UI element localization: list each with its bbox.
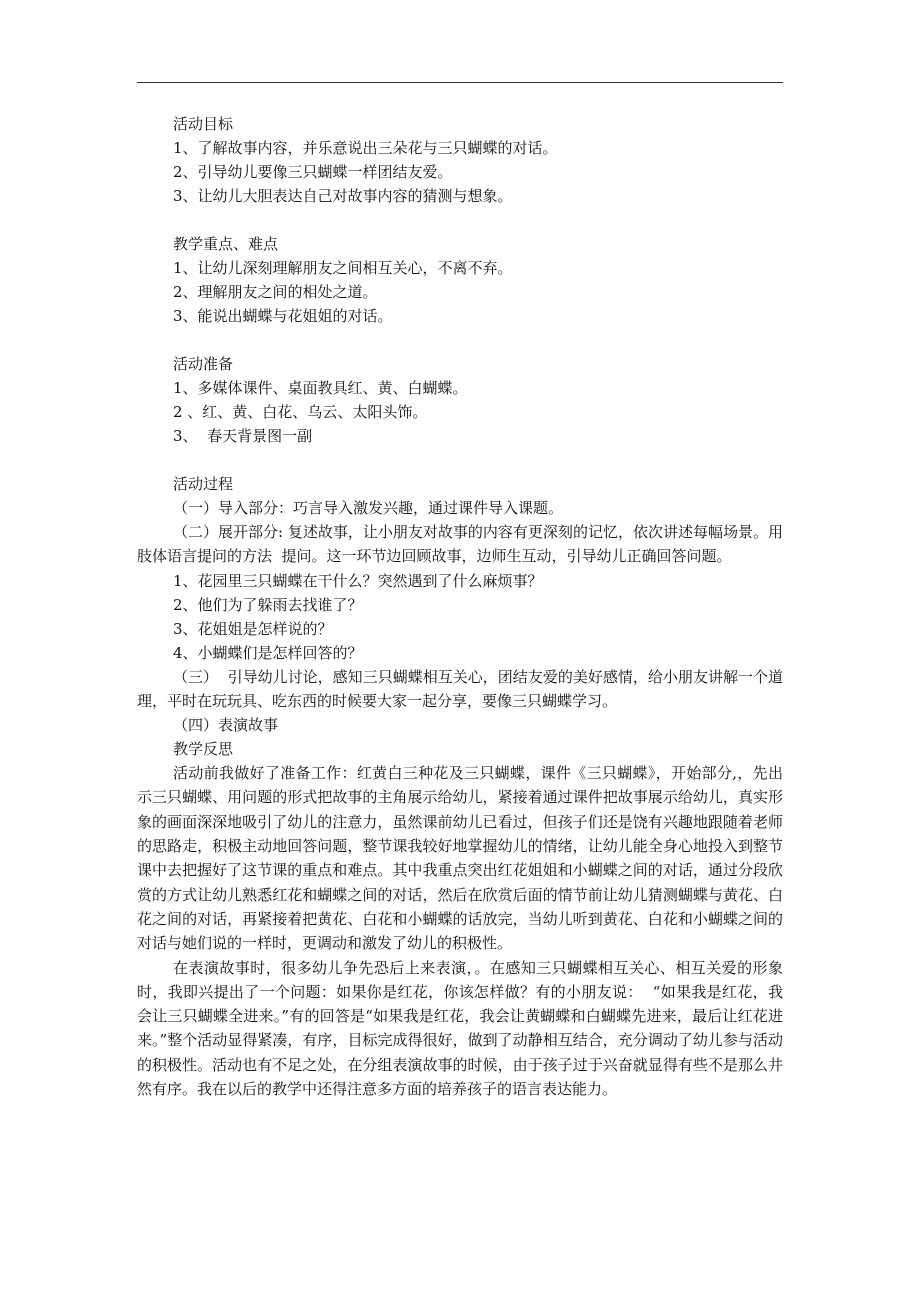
goals-heading: 活动目标 xyxy=(173,115,234,133)
process-step-2: （二）展开部分: 复述故事，让小朋友对故事的内容有更深刻的记忆，依次讲述每幅场景。用 肢体语言提问的方法 提问。这一环节边回顾故事，边师生互动，引导幼儿正确回答问题。 xyxy=(137,523,793,566)
process-step-1: （一）导入部分：巧言导入激发兴趣，通过课件导入课题。 xyxy=(173,499,564,517)
question-item: 3、花姐姐是怎样说的？ xyxy=(173,619,333,638)
focus-item: 2、理解朋友之间的相处之道。 xyxy=(173,283,378,301)
focus-item: 1、让幼儿深刻理解朋友之间相互关心，不离不弃。 xyxy=(173,259,513,277)
focus-item: 3、能说出蝴蝶与花姐姐的对话。 xyxy=(173,307,393,325)
goal-item: 3、让幼儿大胆表达自己对故事内容的猜测与想象。 xyxy=(173,187,513,205)
process-heading: 活动过程 xyxy=(173,475,234,493)
reflection-paragraph-2: 在表演故事时，很多幼儿争先恐后上来表演，。在感知三只蝴蝶相互关心、相互关爱的形象时，我即兴提出了一个问题：如果你是红花，你该怎样做？有的小朋友说： “如果我是红花，我会让三只蝴蝶全进来。”有的回答是“如果我是红花，我会让黄蝴蝶和白蝴蝶先进来，最后让红花进来。”整个活动显得紧凑，有序，目标完成得很好，做到了动静相互结合，充分调动了幼儿参与活动的积极性。活动也有不足之处，在分组表演故事的时候，由于孩子过于兴奋就显得有些不是那么井然有序。我在以后的教学中还得注意多方面的培养孩子的语言表达能力。 xyxy=(137,958,783,1099)
prep-item: 2 、红、黄、白花、乌云、太阳头饰。 xyxy=(173,403,428,421)
prep-heading: 活动准备 xyxy=(173,355,234,373)
lesson-plan-body xyxy=(137,112,793,1101)
section-spacer xyxy=(137,328,783,352)
section-spacer xyxy=(137,208,783,232)
goal-item: 2、引导幼儿要像三只蝴蝶一样团结友爱。 xyxy=(173,163,453,181)
question-item: 2、他们为了躲雨去找谁了？ xyxy=(173,595,363,614)
reflection-heading: 教学反思 xyxy=(173,740,234,759)
prep-item: 1、多媒体课件、桌面教具红、黄、白蝴蝶。 xyxy=(173,379,468,397)
question-item: 4、小蝴蝶们是怎样回答的？ xyxy=(173,643,363,662)
goal-item: 1、了解故事内容，并乐意说出三朵花与三只蝴蝶的对话。 xyxy=(173,139,558,157)
focus-heading: 教学重点、难点 xyxy=(173,235,279,253)
reflection-paragraph-1: 活动前我做好了准备工作：红黄白三种花及三只蝴蝶，课件《三只蝴蝶》，开始部分,，先出示三只蝴蝶、用问题的形式把故事的主角展示给幼儿，紧接着通过课件把故事展示给幼儿，真实形象的画面深深地吸引了幼儿的注意力，虽然课前幼儿已看过，但孩子们还是饶有兴趣地跟随着老师的思路走，积极主动地回答问题，整节课我较好地掌握幼儿的情绪，让幼儿能全身心地投入到整节课中去把握好了这节课的重点和难点。其中我重点突出红花姐姐和小蝴蝶之间的对话，通过分段欣赏的方式让幼儿熟悉红花和蝴蝶之间的对话，然后在欣赏后面的情节前让幼儿猜测蝴蝶与黄花、白花之间的对话，再紧接着把黄花、白花和小蝴蝶的话放完，当幼儿听到黄花、白花和小蝴蝶之间的对话与她们说的一样时，更调动和激发了幼儿的积极性。 xyxy=(137,764,783,953)
process-step-4: （四）表演故事 xyxy=(173,716,279,735)
question-item: 1、花园里三只蝴蝶在干什么？突然遇到了什么麻烦事？ xyxy=(173,571,543,590)
header-rule xyxy=(137,82,783,83)
prep-item: 3、 春天背景图一副 xyxy=(173,427,313,445)
process-step-3: （三） 引导幼儿讨论，感知三只蝴蝶相互关心，团结友爱的美好感情，给小朋友讲解一个道理，平时在玩玩具、吃东西的时候要大家一起分享，要像三只蝴蝶学习。 xyxy=(137,667,783,710)
section-spacer xyxy=(137,448,783,472)
